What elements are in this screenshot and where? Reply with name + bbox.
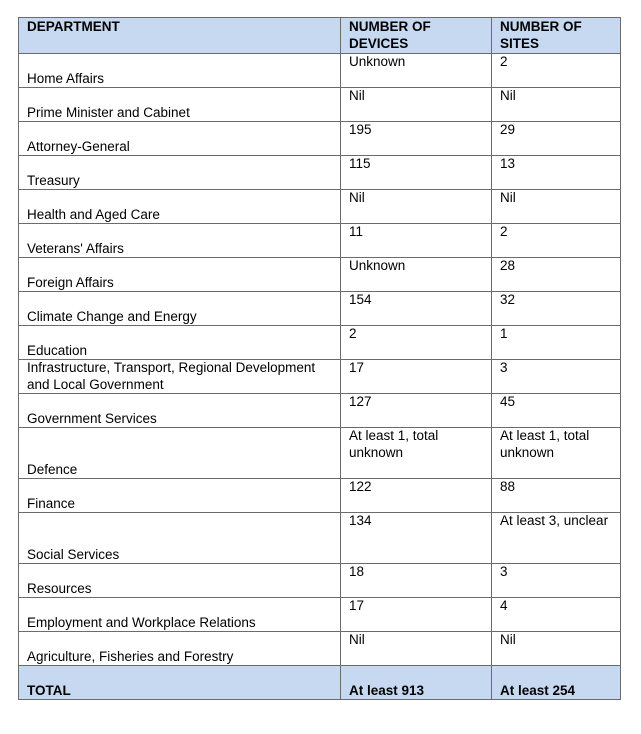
devices-cell: Nil (341, 190, 492, 224)
devices-cell: Nil (341, 88, 492, 122)
total-label: TOTAL (19, 666, 341, 700)
department-cell: Health and Aged Care (19, 190, 341, 224)
sites-cell: Nil (492, 88, 621, 122)
devices-cell: 17 (341, 360, 492, 394)
department-cell: Infrastructure, Transport, Regional Development and Local Government (19, 360, 341, 394)
department-cell: Defence (19, 428, 341, 479)
table-row (19, 360, 621, 394)
devices-cell: Nil (341, 632, 492, 666)
department-cell: Climate Change and Energy (19, 292, 341, 326)
table-row (19, 632, 621, 666)
department-cell: Attorney-General (19, 122, 341, 156)
total-row (19, 666, 621, 700)
sites-cell: 2 (492, 54, 621, 88)
department-cell: Treasury (19, 156, 341, 190)
department-cell: Education (19, 326, 341, 360)
devices-cell: At least 1, total unknown (341, 428, 492, 479)
table-row (19, 326, 621, 360)
sites-cell: At least 1, total unknown (492, 428, 621, 479)
department-cell: Resources (19, 564, 341, 598)
table-row (19, 156, 621, 190)
table-row (19, 54, 621, 88)
table-row (19, 88, 621, 122)
devices-cell: Unknown (341, 258, 492, 292)
department-cell: Foreign Affairs (19, 258, 341, 292)
header-department: DEPARTMENT (19, 18, 341, 54)
sites-cell: 13 (492, 156, 621, 190)
department-cell: Government Services (19, 394, 341, 428)
table-row (19, 394, 621, 428)
table-row (19, 122, 621, 156)
department-cell: Social Services (19, 513, 341, 564)
sites-cell: 32 (492, 292, 621, 326)
header-row (19, 18, 621, 54)
devices-cell: 195 (341, 122, 492, 156)
table-row (19, 428, 621, 479)
sites-cell: 29 (492, 122, 621, 156)
total-devices: At least 913 (341, 666, 492, 700)
department-cell: Home Affairs (19, 54, 341, 88)
sites-cell: 88 (492, 479, 621, 513)
devices-cell: 134 (341, 513, 492, 564)
total-sites: At least 254 (492, 666, 621, 700)
sites-cell: 3 (492, 360, 621, 394)
department-cell: Finance (19, 479, 341, 513)
department-cell: Veterans' Affairs (19, 224, 341, 258)
table-row (19, 564, 621, 598)
sites-cell: At least 3, unclear (492, 513, 621, 564)
devices-cell: 122 (341, 479, 492, 513)
sites-cell: Nil (492, 632, 621, 666)
table-row (19, 513, 621, 564)
header-number-of-sites: NUMBER OF SITES (492, 18, 621, 54)
sites-cell: Nil (492, 190, 621, 224)
devices-cell: 154 (341, 292, 492, 326)
department-cell: Employment and Workplace Relations (19, 598, 341, 632)
table-row (19, 224, 621, 258)
devices-cell: Unknown (341, 54, 492, 88)
devices-cell: 115 (341, 156, 492, 190)
devices-cell: 2 (341, 326, 492, 360)
table-row (19, 190, 621, 224)
table-row (19, 479, 621, 513)
devices-cell: 127 (341, 394, 492, 428)
sites-cell: 4 (492, 598, 621, 632)
table-row (19, 292, 621, 326)
department-cell: Prime Minister and Cabinet (19, 88, 341, 122)
department-devices-table (18, 17, 621, 700)
devices-cell: 18 (341, 564, 492, 598)
devices-cell: 17 (341, 598, 492, 632)
header-number-of-devices: NUMBER OF DEVICES (341, 18, 492, 54)
sites-cell: 28 (492, 258, 621, 292)
department-cell: Agriculture, Fisheries and Forestry (19, 632, 341, 666)
sites-cell: 2 (492, 224, 621, 258)
sites-cell: 45 (492, 394, 621, 428)
sites-cell: 3 (492, 564, 621, 598)
sites-cell: 1 (492, 326, 621, 360)
table-row (19, 258, 621, 292)
devices-cell: 11 (341, 224, 492, 258)
table-row (19, 598, 621, 632)
